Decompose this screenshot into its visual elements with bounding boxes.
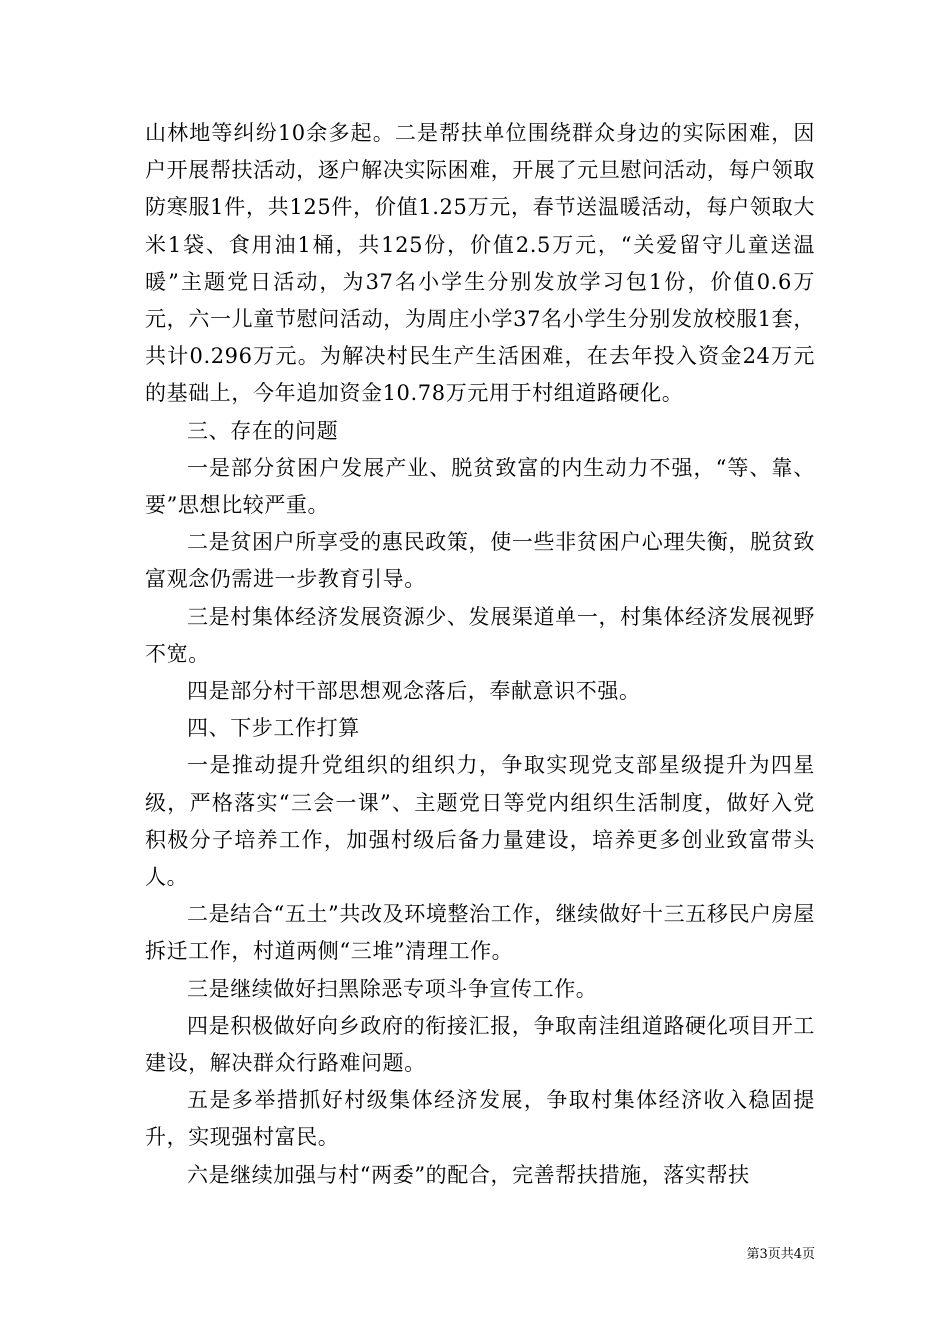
paragraph-plan-5: 五是多举措抓好村级集体经济发展，争取村集体经济收入稳固提升，实现强村富民。	[145, 1088, 815, 1150]
paragraph-plan-2: 二是结合“五土”共改及环境整治工作，继续做好十三五移民户房屋拆迁工作，村道两侧“三堆”清理工作。	[145, 902, 815, 964]
paragraph-plan-3: 三是继续做好扫黑除恶专项斗争宣传工作。	[187, 976, 598, 1001]
paragraph-problem-2: 二是贫困户所享受的惠民政策，使一些非贫困户心理失衡，脱贫致富观念仍需进一步教育引导。	[145, 530, 815, 592]
paragraph-problem-4: 四是部分村干部思想观念落后，奉献意识不强。	[187, 679, 641, 704]
document-body	[145, 115, 815, 1194]
section-heading-problems: 三、存在的问题	[187, 418, 339, 443]
section-heading-next-steps: 四、下步工作打算	[187, 716, 360, 741]
paragraph-plan-6: 六是继续加强与村“两委”的配合，完善帮扶措施，落实帮扶	[187, 1162, 750, 1187]
paragraph-continuation: 山林地等纠纷10余多起。二是帮扶单位围绕群众身边的实际困难，因户开展帮扶活动，逐户解决实际困难，开展了元旦慰问活动，每户领取防寒服1件，共125件，价值1.25万元，春节送温暖活动，每户领取大米1袋、食用油1桶，共125份，价值2.5万元，“关爱留守儿童送温暖”主题党日活动，为37名小学生分别发放学习包1份，价值0.6万元，六一儿童节慰问活动，为周庄小学37名小学生分别发放校服1套，共计0.296万元。为解决村民生产生活困难，在去年投入资金24万元的基础上，今年追加资金10.78万元用于村组道路硬化。	[145, 121, 815, 406]
paragraph-plan-1: 一是推动提升党组织的组织力，争取实现党支部星级提升为四星级，严格落实“三会一课”、主题党日等党内组织生活制度，做好入党积极分子培养工作，加强村级后备力量建设，培养更多创业致富带头人。	[145, 753, 815, 890]
page-number-footer: 第3页共4页	[746, 1247, 815, 1262]
paragraph-problem-1: 一是部分贫困户发展产业、脱贫致富的内生动力不强，“等、靠、要”思想比较严重。	[145, 455, 815, 518]
paragraph-plan-4: 四是积极做好向乡政府的衔接汇报，争取南洼组道路硬化项目开工建设，解决群众行路难问题。	[145, 1013, 815, 1076]
paragraph-problem-3: 三是村集体经济发展资源少、发展渠道单一，村集体经济发展视野不宽。	[145, 604, 815, 666]
